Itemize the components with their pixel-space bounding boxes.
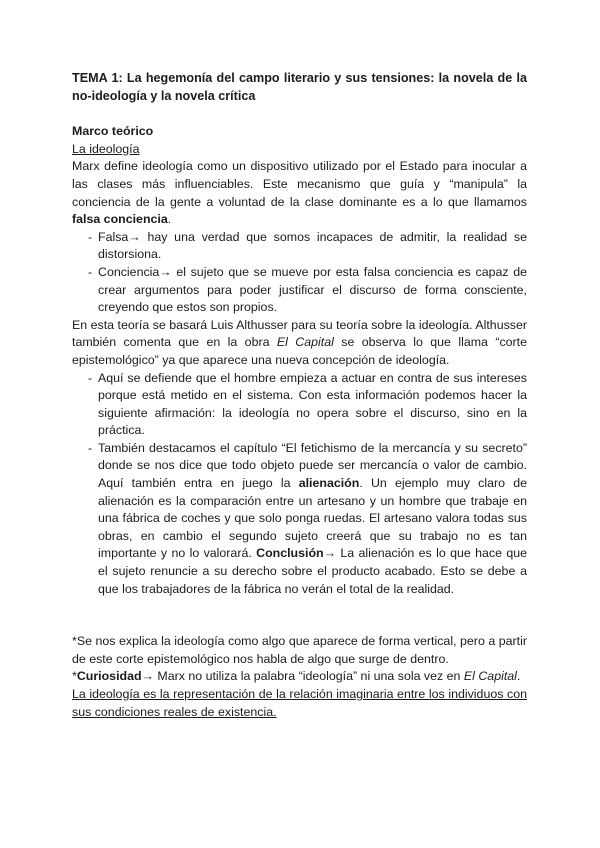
note-vertical: *Se nos explica la ideología como algo que aparece de forma vertical, pero a partir de este corte epistemológico nos habla de algo que surge de dentro. [72,634,527,666]
list-item: - Falsa→ hay una verdad que somos incapaces de admitir, la realidad se distorsiona. [88,229,527,262]
list-item: - Conciencia→ el sujeto que se mueve por esta falsa conciencia es capaz de crear argumentos para poder justificar el discurso de forma consciente, creyendo que estos son propios. [88,264,527,315]
note-curiosidad: *Curiosidad→ Marx no utiliza la palabra “ideología” ni una sola vez en El Capital. [72,669,521,684]
section-heading: Marco teórico [72,124,154,139]
althusser-paragraph: En esta teoría se basará Luis Althusser para su teoría sobre la ideología. Althusser también comenta que en la obra El Capital se observa lo que llama “corte epistemológico” ya que aparece una nueva concepción de ideología. [72,317,527,367]
term-conclusion: Conclusión [256,546,324,561]
document-title: TEMA 1: La hegemonía del campo literario y sus tensiones: la novela de la no-ideología y la novela crítica [72,71,527,103]
list-item: - También destacamos el capítulo “El fetichismo de la mercancía y su secreto” donde se nos dice que todo objeto puede ser mercancía o valor de cambio. Aquí también entra en juego la alienación. Un ejemplo muy claro de alienación es la comparación entre un artesano y un hombre que trabaje en una fábrica de coches y que solo ponga ruedas. El artesano valora todas sus obras, en cambio el segundo sujeto creerá que su trabajo no es tan importante y no lo valorará. Conclusión→ La alienación es lo que hace que el sujeto renuncie a su derecho sobre el producto acabado. Esto se debe a que los trabajadores de la fábrica no verán el total de la realidad. [88,440,527,596]
list-item: - Aquí se defiende que el hombre empieza a actuar en contra de sus intereses porque está metido en el sistema. Con esta información podemos hacer la siguiente afirmación: la ideología no opera sobre el discurso, sino en la práctica. [88,370,527,438]
intro-paragraph: Marx define ideología como un dispositivo utilizado por el Estado para inocular a las clases más influenciables. Este mecanismo que guía y “manipula” la conciencia de la gente a voluntad de la clase dominante es a lo que llamamos falsa conciencia. [72,159,527,227]
term-falsa-conciencia: falsa conciencia [72,212,168,227]
document-page [72,70,527,721]
subheading: La ideología [72,141,140,156]
list-falsa-conciencia [72,229,527,317]
term-alienacion: alienación [298,476,360,491]
ideology-definition: La ideología es la representación de la relación imaginaria entre los individuos con sus condiciones reales de existencia. [72,687,527,719]
list-althusser [72,370,527,599]
